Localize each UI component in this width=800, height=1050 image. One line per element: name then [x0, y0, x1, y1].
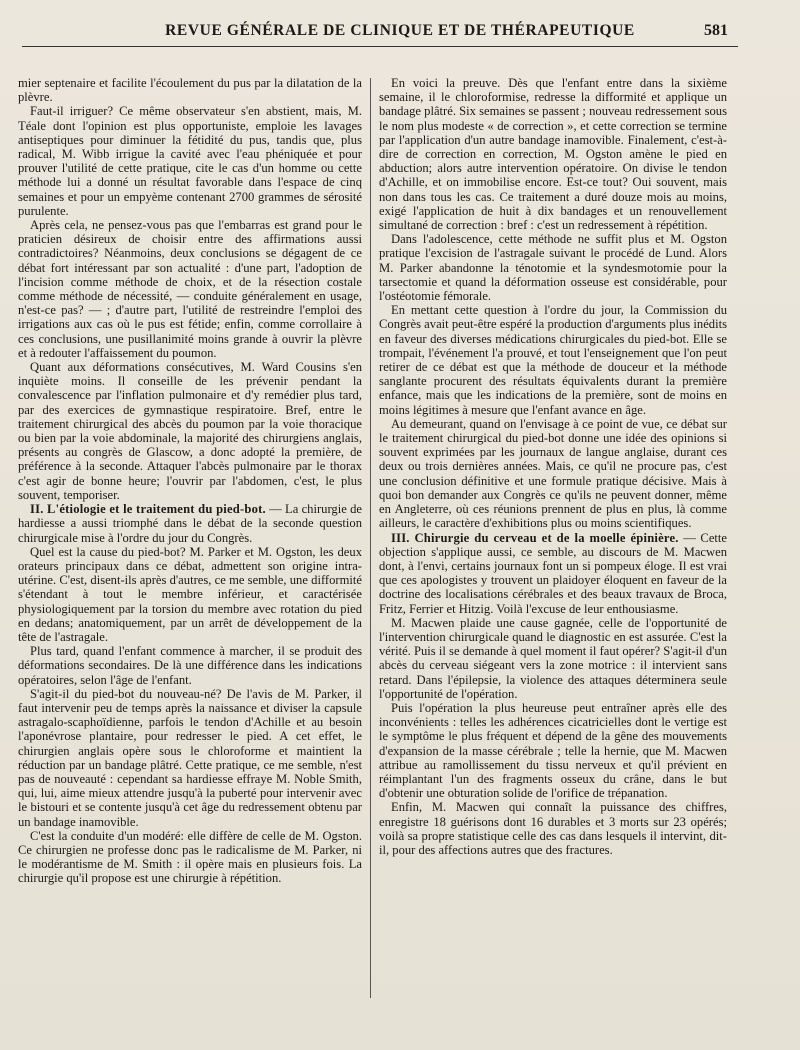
section-paragraph [379, 531, 727, 616]
paragraph: En mettant cette question à l'ordre du jour, la Commission du Congrès avait peut-être espéré la production d'arguments plus inédits en faveur des diverses médications chirurgicales du pied-bot. Elle se trompait, l'événement l'a prouvé, et tout l'enseignement que l'on peut retirer de ce débat est que la méthode de douceur et la méthode sanglante procurent des résultats équivalents durant la première enfance, mais que les indications de la première, sont de moins en moins légitimes à mesure que l'enfant avance en âge. [379, 303, 727, 417]
paragraph: mier septenaire et facilite l'écoulement du pus par la dilatation de la plèvre. [18, 76, 362, 105]
paragraph: Quant aux déformations consécutives, M. Ward Cousins s'en inquiète moins. Il conseille de les prévenir pendant la convalescence par l'inflation pulmonaire et d'y remédier plus tard, par des exercices de gymnastique respiratoire. Bref, entre le traitement chirurgical des abcès du poumon par la voie thoracique ou bien par la voie abdominale, la majorité des chirurgiens anglais, présents au congrès de Glascow, a donc adopté la première, de préférence à la seconde. Attaquer l'abcès pulmonaire par le thorax c'est agir de bonne heure; l'ouvrir par l'abdomen, c'est, le plus souvent, temporiser. [18, 360, 362, 502]
paragraph: Plus tard, quand l'enfant commence à marcher, il se produit des déformations secondaires. De là une différence dans les indications opératoires, selon l'âge de l'enfant. [18, 644, 362, 687]
header-rule [22, 46, 738, 47]
paragraph: Quel est la cause du pied-bot? M. Parker et M. Ogston, les deux orateurs principaux dans ce débat, admettent son origine intra-utérine. C'est, disent-ils après d'autres, ce me semble, une difformité s'étendant à tout le membre inférieur, et caractérisée physiologiquement par la torsion du membre avec rotation du pied en dedans; anatomiquement, par un arrêt de développement de la tête de l'astragale. [18, 544, 362, 644]
running-title: REVUE GÉNÉRALE DE CLINIQUE ET DE THÉRAPEUTIQUE [165, 22, 635, 39]
right-column [379, 76, 727, 857]
paragraph: Puis l'opération la plus heureuse peut entraîner après elle des inconvénients : telles les adhérences cicatricielles dont le vertige est le symptôme le plus fréquent et dépend de la gêne des mouvements d'expansion de la masse cérébrale ; telle la hernie, que M. Macwen attribue au ramollissement du tissu nerveux et qu'il prévient en réimplantant l'un des fragments osseux du crâne, dans le but d'obtenir une obturation solide de l'orifice de trépanation. [379, 700, 727, 801]
section-intro: — La chirurgie de hardiesse a aussi triomphé dans le débat de la seconde question chirurgicale mise à l'ordre du jour du Congrès. [18, 502, 362, 545]
paragraph: M. Macwen plaide une cause gagnée, celle de l'opportunité de l'intervention chirurgicale quand le diagnostic en est assurée. C'est la vérité. Puis il se demande à quel moment il faut opérer? S'agit-il d'un abcès du cerveau siégeant vers la zone motrice : il intervient sans retard. Dans l'épilepsie, la violence des attaques déterminera seule l'opportunité de l'opération. [379, 615, 727, 701]
paragraph: Au demeurant, quand on l'envisage à ce point de vue, ce débat sur le traitement chirurgical du pied-bot donne une idée des opinions si souvent exprimées par les journaux de langue anglaise, durant ces deux ou trois dernières années. Mais, ce qu'il ne procure pas, c'est une conclusion définitive et une formule pratique décisive. Mais à quoi bon demander aux Congrès ce qu'ils ne peuvent donner, même en Angleterre, où ces réunions prennent de plus en plus, là comme ailleurs, le caractère d'exhibitions plus ou moins scientifiques. [379, 416, 727, 531]
page-number: 581 [704, 22, 728, 39]
section-intro: — Cette objection s'applique aussi, ce semble, au discours de M. Macwen dont, à l'envi, certains journaux font un si pompeux éloge. Il est vrai que ces apologistes y trouvent un plaidoyer éloquent en faveur de la doctrine des localisations cérébrales et des beaux travaux de Broca, Fritz, Ferrier et Hitzig. Voilà l'excuse de leur enthousiasme. [379, 530, 728, 616]
left-column [18, 76, 362, 886]
paragraph: C'est la conduite d'un modéré: elle diffère de celle de M. Ogston. Ce chirurgien ne professe donc pas le radicalisme de M. Parker, ni le modérantisme de M. Smith : il opère mais en plusieurs fois. La chirurgie qu'il propose est une chirurgie à répétition. [18, 828, 362, 886]
section-title: III. Chirurgie du cerveau et de la moelle épinière. [391, 530, 679, 545]
section-paragraph [18, 502, 362, 545]
paragraph: S'agit-il du pied-bot du nouveau-né? De l'avis de M. Parker, il faut intervenir peu de temps après la naissance et diviser la capsule astragalo-scaphoïdienne, parfois le tendon d'Achille et au besoin l'aponévrose plantaire, pour redresser le pied. A cet effet, le chirurgien anglais opère sous le chloroforme et maintient la réduction par un bandage plâtré. Cette pratique, ce me semble, n'est pas de nouveauté : cependant sa hardiesse effraye M. Noble Smith, qui, lui, aime mieux attendre jusqu'à la puberté pour intervenir avec le bistouri et se contente jusqu'à cet âge du redressement obtenu par un bandage inamovible. [18, 686, 362, 829]
section-title: II. L'étiologie et le traitement du pied-bot. [30, 502, 266, 517]
paragraph: Dans l'adolescence, cette méthode ne suffit plus et M. Ogston pratique l'excision de l'astragale suivant le procédé de Lund. Alors M. Parker abandonne la ténotomie et la syndesmotomie pour la tarsectomie et quand la déformation osseuse est considérable, pour l'ostéotomie fémorale. [379, 232, 727, 304]
paragraph: En voici la preuve. Dès que l'enfant entre dans la sixième semaine, il le chloroformise, redresse la difformité et applique un bandage plâtré. Six semaines se passent ; nouveau redressement sous le nom plus modeste « de correction », et cette correction se termine par l'application d'un autre bandage inamovible. Finalement, c'est-à-dire de correction en correction, M. Ogston amène le pied en abduction; alors autre intervention opératoire. On divise le tendon d'Achille, et on immobilise encore. Est-ce tout? Oui souvent, mais non dans tous les cas. Ce traitement a duré douze mois au moins, exigé l'application de huit à dix bandages et un renouvellement simultané de correction : bref : c'est un redressement à répétition. [379, 76, 727, 233]
paragraph: Enfin, M. Macwen qui connaît la puissance des chiffres, enregistre 18 guérisons dont 16 durables et 3 morts sur 23 opérés; voilà sa propre statistique celle des cas dans lesquels il intervint, dit-il, pour des affections autres que des fractures. [379, 800, 727, 857]
paragraph: Après cela, ne pensez-vous pas que l'embarras est grand pour le praticien désireux de choisir entre des affirmations aussi contradictoires? Néanmoins, deux conclusions se dégagent de ce débat fort intéressant par son actualité : d'une part, l'adoption de l'incision comme méthode de choix, et de la résection costale comme méthode de nécessité, — conduite généralement en usage, n'est-ce pas? — ; d'autre part, l'utilité de restreindre l'emploi des irrigations aux cas où le pus est fétide; enfin, comme corrollaire à ces conclusions, une pusillanimité moins grande à ouvrir la plèvre et à redouter l'affaissement du poumon. [18, 218, 362, 360]
column-divider [370, 78, 371, 998]
running-header [20, 18, 780, 44]
paragraph: Faut-il irriguer? Ce même observateur s'en abstient, mais, M. Téale dont l'opinion est plus opportuniste, emploie les lavages antiseptiques pour diminuer la fétidité du pus, tandis que, plus radical, M. Wibb irrigue la cavité avec l'eau phéniquée et pour prouver l'utilité de cette pratique, cite le cas d'un homme ou cette méthode lui a donné un résultat favorable dans l'espace de cinq semaines et pour un empyème contenant 2700 grammes de sérosité purulente. [18, 104, 362, 218]
